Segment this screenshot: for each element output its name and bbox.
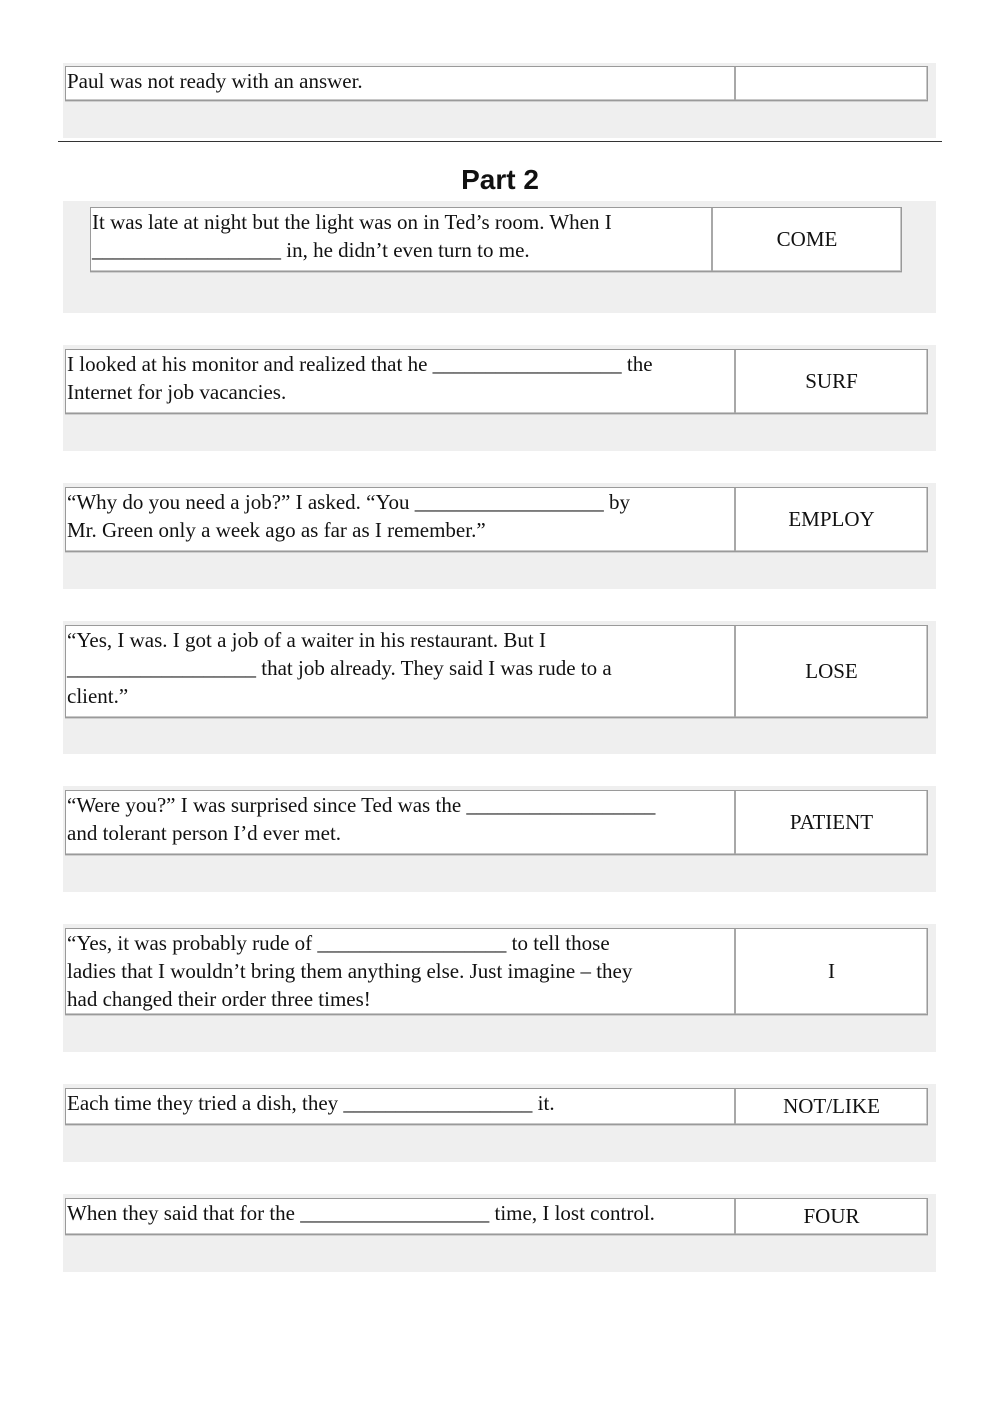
exercise-row [90,207,902,272]
word-cell: I [828,959,835,983]
sentence-text: “Yes, it was probably rude of __________________ to tell those ladies that I wouldn’t bring them anything else. Just imagine – they had changed their order three times! [66,929,736,1014]
sentence-text: “Why do you need a job?” I asked. “You __________________ by Mr. Green only a week ago as far as I remember.” [66,488,736,551]
word-cell: COME [776,227,838,251]
exercise-row [65,625,928,718]
sentence-text: I looked at his monitor and realized that he __________________ the Internet for job vacancies. [66,350,736,413]
word-cell: PATIENT [789,810,874,834]
exercise-row [65,790,928,855]
sentence-text: Each time they tried a dish, they __________________ it. [66,1089,736,1124]
part-title: Part 2 [461,164,539,195]
exercise-row [65,928,928,1015]
exercise-row [65,487,928,552]
exercise-row [65,349,928,414]
word-cell [736,67,927,100]
sentence-text: “Were you?” I was surprised since Ted was the __________________ and tolerant person I’d ever met. [66,791,736,854]
sentence-text: “Yes, I was. I got a job of a waiter in his restaurant. But I __________________ that job already. They said I was rude to a client.” [66,626,736,717]
word-cell: NOT/LIKE [783,1094,880,1118]
sentence-text: When they said that for the __________________ time, I lost control. [66,1199,736,1234]
word-cell: FOUR [803,1204,860,1228]
exercise-row [65,1198,928,1235]
exercise-row [65,1088,928,1125]
word-cell: EMPLOY [788,507,875,531]
word-cell: LOSE [805,659,858,683]
exercise-row-top [65,66,928,101]
sentence-text: Paul was not ready with an answer. [66,67,736,100]
sentence-text: It was late at night but the light was on in Ted’s room. When I __________________ in, he didn’t even turn to me. [91,208,713,271]
word-cell: SURF [805,369,858,393]
section-divider [58,141,942,142]
